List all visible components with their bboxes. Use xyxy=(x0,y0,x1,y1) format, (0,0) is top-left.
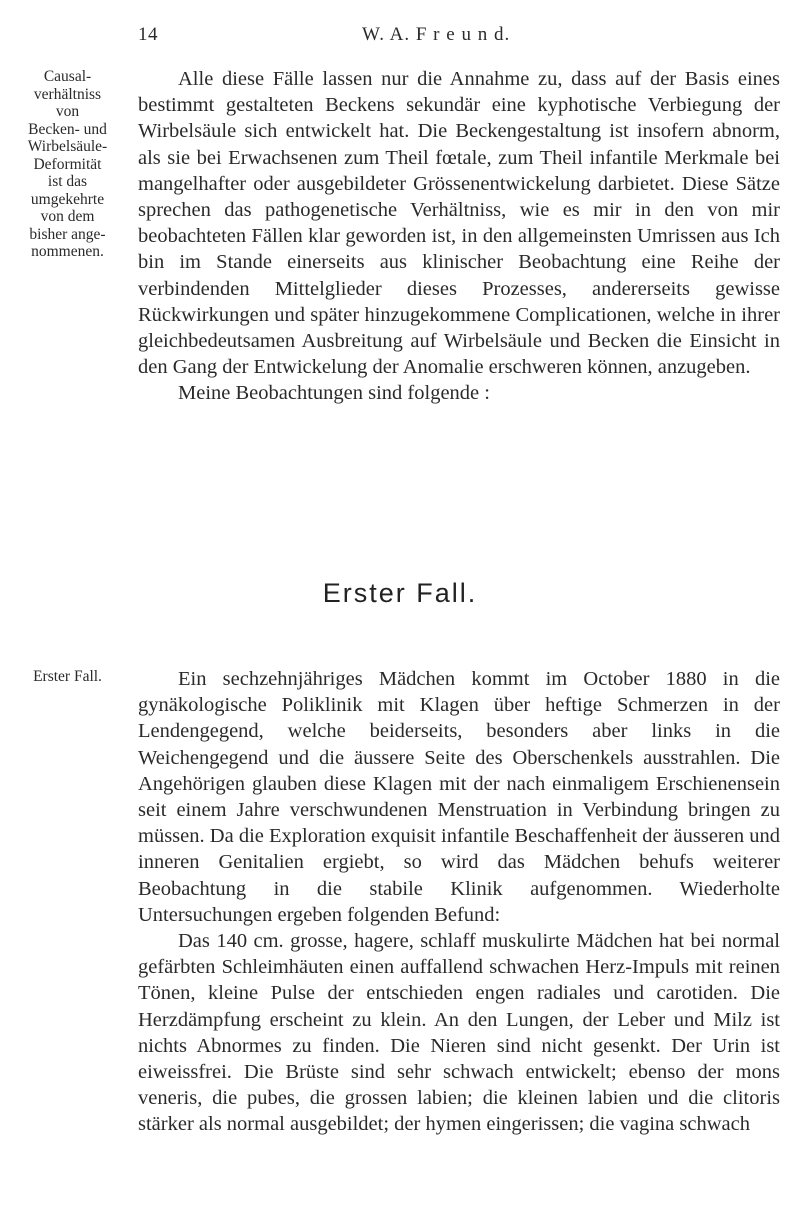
margin-note-causal xyxy=(10,68,125,261)
case-block xyxy=(138,666,780,1138)
header-author: W. A. F r e u n d. xyxy=(362,24,511,45)
margin-line: Erster Fall. xyxy=(33,668,102,685)
margin-line: verhältniss xyxy=(33,85,102,103)
paragraph-case1: Ein sechzehnjähriges Mädchen kommt im October 1880 in die gynäkologische Poliklinik mit Klagen über heftige Schmerzen in der Lendengegend, welche beiderseits, besonders aber links in die Weichengegend und die äussere Seite des Oberschenkels ausstrahlen. Die Angehörigen glauben diese Klagen mit der nach einmaligem Erschienensein seit einem Jahre verschwundenen Menstruation in Verbindung bringen zu müssen. Da die Exploration exquisit infantile Beschaffenheit der äusseren und inneren Genitalien ergiebt, so wird das Mädchen behufs weiterer Beobachtung in die stabile Klinik aufgenommen. Wiederholte Untersuchungen ergeben folgenden Befund: xyxy=(138,668,780,926)
margin-line: bisher ange- xyxy=(29,225,106,243)
margin-line: Wirbelsäule- xyxy=(27,138,108,155)
intro-block xyxy=(138,66,780,407)
margin-line: von xyxy=(55,103,80,120)
margin-line: umgekehrte xyxy=(30,190,105,208)
running-head xyxy=(0,24,800,50)
paragraph-observations: Meine Beobachtungen sind folgende : xyxy=(178,382,490,405)
margin-line: ist das xyxy=(47,173,88,190)
margin-note-erster-fall xyxy=(10,668,125,686)
paragraph-intro: Alle diese Fälle lassen nur die Annahme zu, dass auf der Basis eines bestimmt gestalteten Beckens sekundär eine kyphotische Verbiegung der Wirbelsäule sich entwickelt hat. Die Beckengestaltung ist insofern abnorm, als sie bei Erwachsenen zum Theil fœtale, zum Theil infantile Merkmale bei mangelhafter oder ausgebildeter Grössenentwickelung darbietet. Diese Sätze sprechen das pathogenetische Verhältniss, wie es mir in den von mir beobachteten Fällen klar geworden ist, in den allgemeinsten Umrissen aus Ich bin im Stande einerseits aus klinischer Beobachtung eine Reihe der verbindenden Mittelglieder dieses Prozesses, andererseits gewisse Rückwirkungen und später hinzugekommene Complicationen, welche in ihrer gleichbedeutsamen Ausbreitung auf Wirbelsäule und Becken die Einsicht in den Gang der Entwickelung der Anomalie erschweren können, anzugeben. xyxy=(138,68,780,379)
paragraph-case1-findings: Das 140 cm. grosse, hagere, schlaff muskulirte Mädchen hat bei normal gefärbten Schleimhäuten einen auffallend schwachen Herz-Impuls mit reinen Tönen, kleine Pulse der entschieden engen radiales und carotiden. Die Herzdämpfung erscheint zu klein. An den Lungen, der Leber und Milz ist nichts Abnormes zu finden. Die Nieren sind nicht gesenkt. Der Urin ist eiweissfrei. Die Brüste sind sehr schwach entwickelt; ebenso der mons veneris, die pubes, die grossen labien; die kleinen labien und die clitoris stärker als normal ausgebildet; der hymen eingerissen; die vagina schwach xyxy=(138,930,780,1136)
margin-line: nommenen. xyxy=(31,243,104,260)
margin-line: Becken- und xyxy=(28,120,107,138)
page-number: 14 xyxy=(138,24,158,45)
margin-line: Causal- xyxy=(43,68,92,85)
section-heading: Erster Fall. xyxy=(322,578,478,608)
margin-line: von dem xyxy=(40,208,95,225)
margin-line: Deformität xyxy=(33,155,102,173)
